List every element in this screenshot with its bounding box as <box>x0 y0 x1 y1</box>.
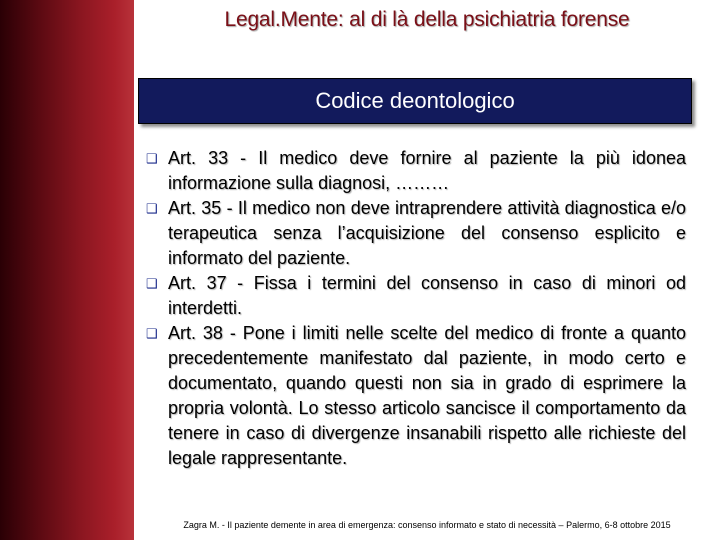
decorative-side-band <box>0 0 134 540</box>
list-item-text: Art. 38 - Pone i limiti nelle scelte del medico di fronte a quanto precedentemente manifestato dal paziente, in modo certo e documentato, quando questi non sia in grado di esprimere la propria volontà. Lo stesso articolo sancisce il comportamento da tenere in caso di divergenze insanabili rispetto alle richieste del legale rappresentante. <box>168 323 686 468</box>
checkbox-bullet-icon: ❑ <box>146 326 158 341</box>
list-item-art-35 <box>146 196 686 271</box>
slide-footer: Zagra M. - Il paziente demente in area di emergenza: consenso informato e stato di necessità – Palermo, 6-8 ottobre 2015 <box>183 520 671 530</box>
banner-label: Codice deontologico <box>315 88 515 113</box>
section-banner <box>138 78 692 124</box>
list-item-text: Art. 33 - Il medico deve fornire al paziente la più idonea informazione sulla diagnosi, ……… <box>168 148 686 193</box>
list-item-text: Art. 35 - Il medico non deve intraprendere attività diagnostica e/o terapeutica senza l’acquisizione del consenso esplicito e informato del paziente. <box>168 198 686 268</box>
checkbox-bullet-icon: ❑ <box>146 201 158 216</box>
list-item-art-38 <box>146 321 686 471</box>
list-item-text: Art. 37 - Fissa i termini del consenso in caso di minori od interdetti. <box>168 273 686 318</box>
checkbox-bullet-icon: ❑ <box>146 151 158 166</box>
list-item-art-33 <box>146 146 686 196</box>
list-item-art-37 <box>146 271 686 321</box>
article-list <box>146 146 686 471</box>
slide-title: Legal.Mente: al di là della psichiatria forense <box>224 8 630 31</box>
checkbox-bullet-icon: ❑ <box>146 276 158 291</box>
